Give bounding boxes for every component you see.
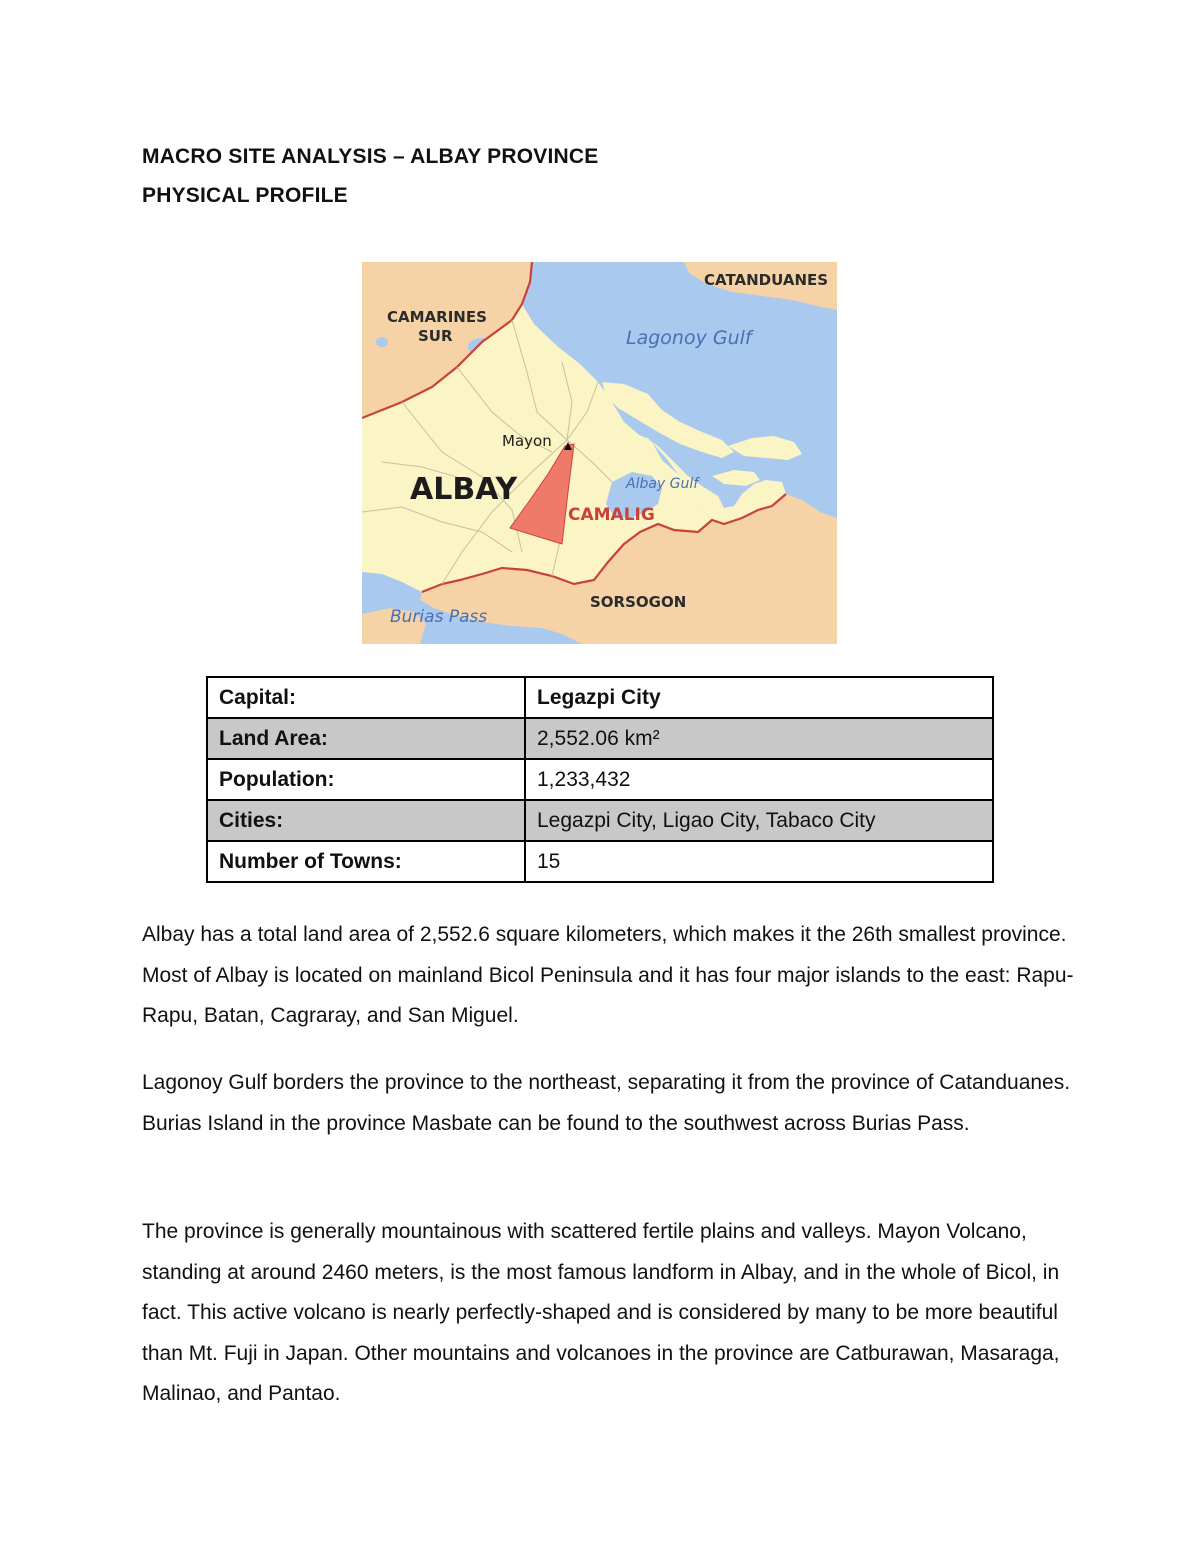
table-row: [207, 677, 993, 718]
row-label-population: Population:: [207, 759, 525, 800]
document-title: MACRO SITE ANALYSIS – ALBAY PROVINCE: [142, 145, 599, 168]
table-row: [207, 718, 993, 759]
row-value-number-of-towns: 15: [525, 841, 993, 882]
albay-province-map: [362, 262, 837, 644]
table-row: [207, 759, 993, 800]
map-label-camalig: CAMALIG: [568, 505, 655, 525]
table-row: [207, 800, 993, 841]
row-value-land-area: 2,552.06 km²: [525, 718, 993, 759]
map-label-albay-gulf: Albay Gulf: [626, 476, 699, 492]
table-row: [207, 841, 993, 882]
map-label-mayon: Mayon: [502, 432, 552, 450]
row-label-cities: Cities:: [207, 800, 525, 841]
row-label-land-area: Land Area:: [207, 718, 525, 759]
map-label-sorsogon: SORSOGON: [590, 593, 687, 611]
row-label-capital: Capital:: [207, 677, 525, 718]
map-label-lagonoy-gulf: Lagonoy Gulf: [626, 327, 752, 349]
map-label-burias-pass: Burias Pass: [390, 607, 488, 627]
row-label-number-of-towns: Number of Towns:: [207, 841, 525, 882]
paragraph-borders: Lagonoy Gulf borders the province to the northeast, separating it from the province of Catanduanes. Burias Island in the province Masbate can be found to the southwest across Burias Pass.: [142, 1071, 1071, 1135]
row-value-cities: Legazpi City, Ligao City, Tabaco City: [525, 800, 993, 841]
paragraph-terrain: The province is generally mountainous with scattered fertile plains and valleys. Mayon Volcano, standing at around 2460 meters, is the most famous landform in Albay, and in the whole of Bicol, in fact. This active volcano is nearly perfectly-shaped and is considered by many to be more beautiful than Mt. Fuji in Japan. Other mountains and volcanoes in the province are Catburawan, Masaraga, Malinao, and Pantao.: [142, 1220, 1060, 1405]
paragraph-land-area: Albay has a total land area of 2,552.6 square kilometers, which makes it the 26th smallest province. Most of Albay is located on mainland Bicol Peninsula and it has four major islands to the east: Rapu-Rapu, Batan, Cagraray, and San Miguel.: [142, 923, 1074, 1027]
row-value-population: 1,233,432: [525, 759, 993, 800]
map-label-sur: SUR: [418, 327, 453, 345]
section-heading: PHYSICAL PROFILE: [142, 184, 348, 207]
map-label-albay: ALBAY: [410, 472, 518, 507]
row-value-capital: Legazpi City: [525, 677, 993, 718]
province-info-table: [206, 676, 994, 883]
map-label-camarines: CAMARINES: [387, 308, 487, 326]
map-label-catanduanes: CATANDUANES: [704, 271, 829, 289]
